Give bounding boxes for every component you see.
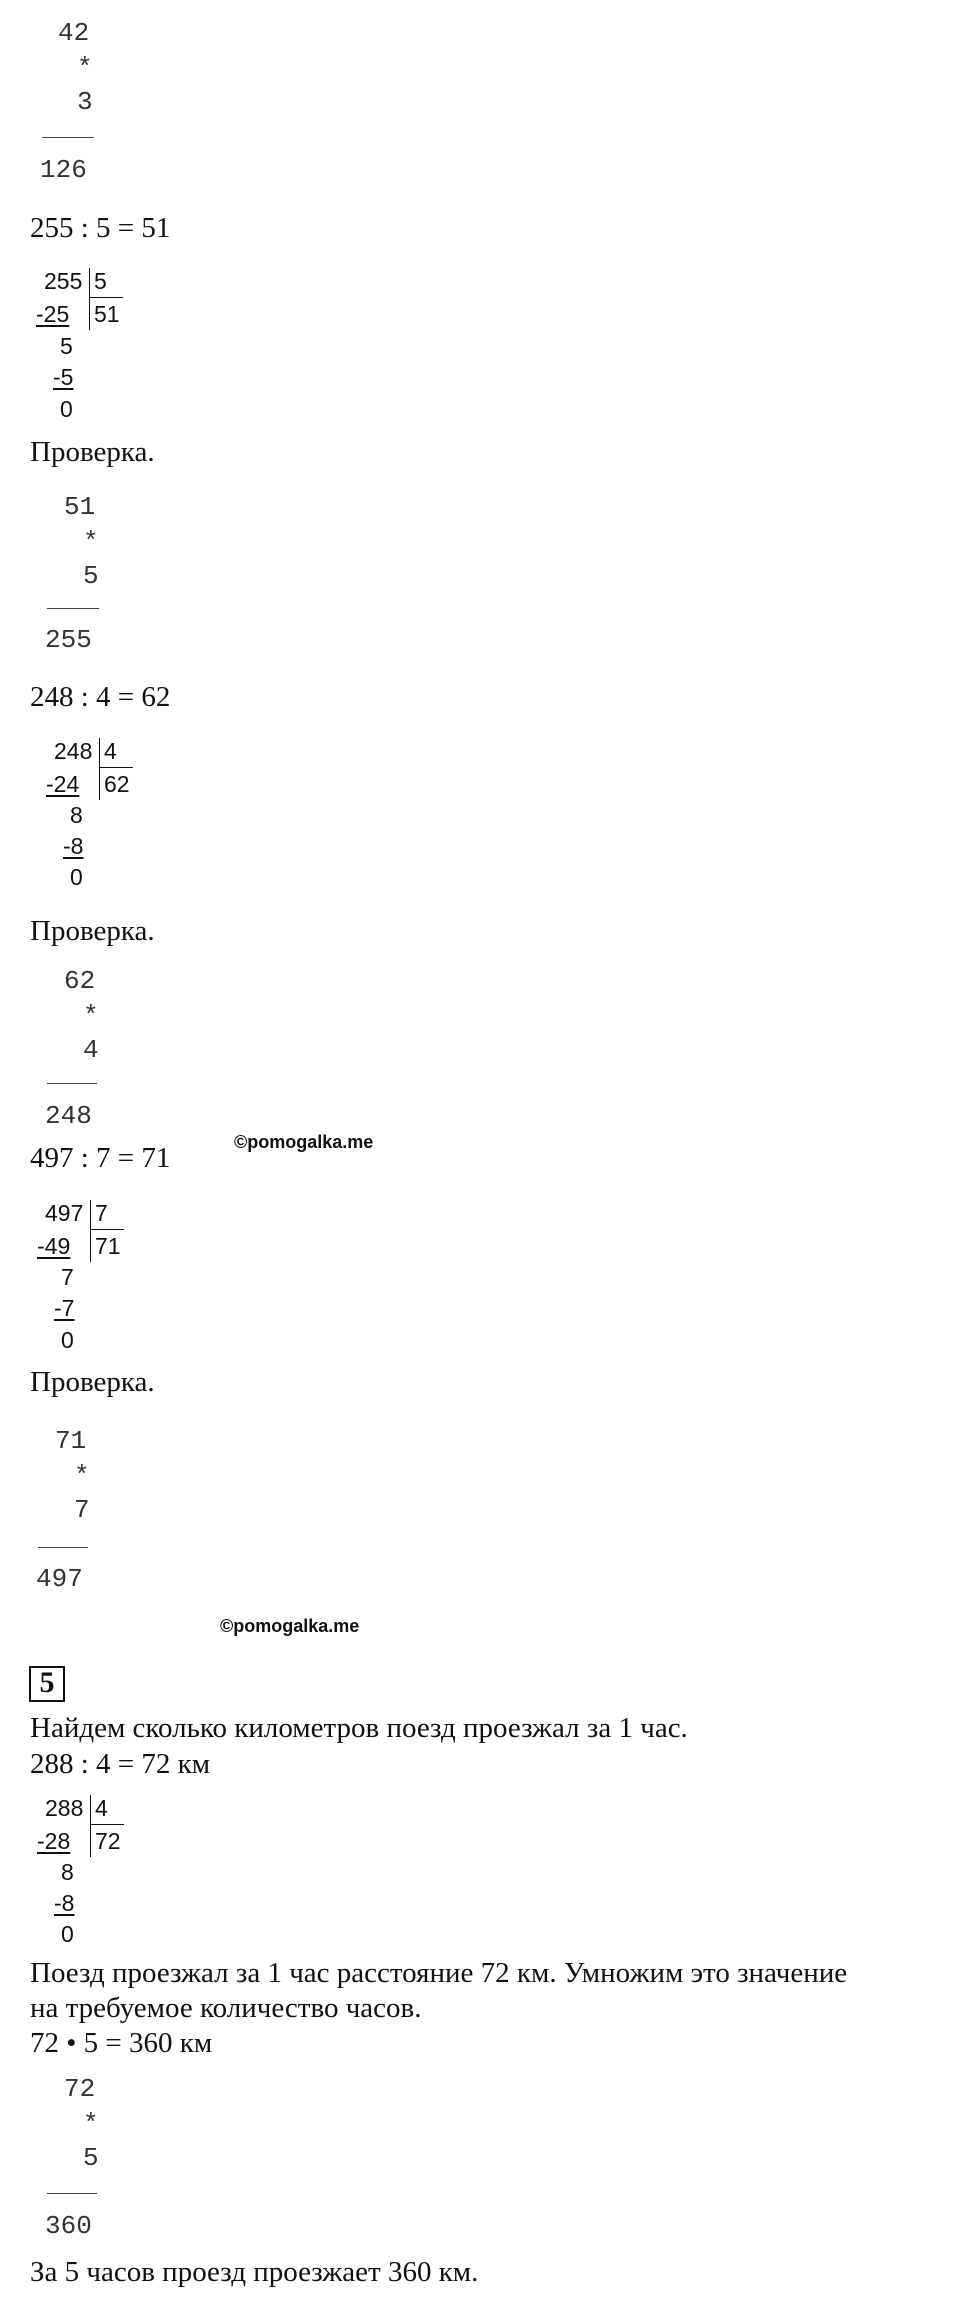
div1-remainder-2: 0: [60, 396, 73, 422]
div1-vertical-bar: [89, 268, 90, 330]
mult4-operator: *: [74, 1461, 90, 1491]
mult2-operator: *: [83, 527, 99, 557]
mult4-operand-a: 71: [55, 1426, 87, 1456]
div3-horizontal-bar: [90, 1229, 124, 1230]
task-number-box: 5: [29, 1666, 65, 1702]
mult4-result: 497: [36, 1564, 83, 1594]
mult2-operand-b: 5: [83, 561, 99, 591]
equation-2: 248 : 4 = 62: [30, 681, 171, 713]
mult4-rule: [38, 1547, 88, 1548]
div2-quotient: 62: [104, 771, 130, 797]
mult4-operand-b: 7: [74, 1495, 90, 1525]
equation-3: 497 : 7 = 71: [30, 1142, 171, 1174]
mult1-rule: [42, 137, 94, 138]
div3-remainder-2: 0: [61, 1327, 74, 1353]
check-label-1: Проверка.: [30, 436, 155, 468]
div4-dividend: 288: [45, 1795, 84, 1821]
mult5-result: 360: [45, 2211, 92, 2241]
equation-5: 72 • 5 = 360 км: [30, 2027, 213, 2059]
task-text-2-line-2: на требуемое количество часов.: [30, 1992, 422, 2024]
div2-horizontal-bar: [99, 767, 133, 768]
mult1-result: 126: [40, 155, 87, 185]
mult5-operand-b: 5: [83, 2143, 99, 2173]
mult5-operator: *: [83, 2109, 99, 2139]
div2-remainder-2: 0: [70, 864, 83, 890]
answer-text: За 5 часов проезд проезжает 360 км.: [30, 2256, 479, 2288]
div4-remainder-1: 8: [61, 1859, 74, 1885]
mult1-operand-b: 3: [77, 87, 93, 117]
div1-divisor: 5: [94, 268, 107, 294]
task-text-1: Найдем сколько километров поезд проезжал за 1 час.: [30, 1712, 688, 1744]
div4-subtract-2: -8: [54, 1890, 75, 1916]
div1-subtract-2: -5: [53, 364, 74, 390]
div3-dividend: 497: [45, 1200, 84, 1226]
mult3-operator: *: [83, 1001, 99, 1031]
mult3-operand-a: 62: [64, 966, 96, 996]
mult2-rule: [47, 608, 99, 609]
watermark-2: ©pomogalka.me: [220, 1616, 360, 1636]
equation-1: 255 : 5 = 51: [30, 212, 171, 244]
mult3-rule: [47, 1083, 97, 1084]
div4-quotient: 72: [95, 1828, 121, 1854]
div3-subtract-1: -49: [37, 1233, 71, 1259]
div1-subtract-1: -25: [36, 301, 70, 327]
div4-remainder-2: 0: [61, 1921, 74, 1947]
div2-divisor: 4: [104, 738, 117, 764]
div1-remainder-1: 5: [60, 333, 73, 359]
div3-divisor: 7: [95, 1200, 108, 1226]
div2-dividend: 248: [54, 738, 93, 764]
mult2-result: 255: [45, 625, 92, 655]
mult5-operand-a: 72: [64, 2074, 96, 2104]
div2-remainder-1: 8: [70, 802, 83, 828]
div3-remainder-1: 7: [61, 1264, 74, 1290]
div4-subtract-1: -28: [37, 1828, 71, 1854]
div4-horizontal-bar: [90, 1824, 124, 1825]
div1-horizontal-bar: [89, 297, 123, 298]
div3-vertical-bar: [90, 1200, 91, 1262]
div4-vertical-bar: [90, 1795, 91, 1857]
div4-divisor: 4: [95, 1795, 108, 1821]
equation-4: 288 : 4 = 72 км: [30, 1748, 211, 1780]
div3-quotient: 71: [95, 1233, 121, 1259]
mult3-result: 248: [45, 1101, 92, 1131]
mult2-operand-a: 51: [64, 492, 96, 522]
check-label-3: Проверка.: [30, 1366, 155, 1398]
mult1-operand-a: 42: [58, 18, 90, 48]
div3-subtract-2: -7: [54, 1295, 75, 1321]
mult5-rule: [47, 2193, 97, 2194]
task-text-2-line-1: Поезд проезжал за 1 час расстояние 72 км. Умножим это значение: [30, 1957, 848, 1989]
div2-subtract-2: -8: [63, 833, 84, 859]
watermark-1: ©pomogalka.me: [234, 1132, 374, 1152]
mult1-operator: *: [77, 53, 93, 83]
div1-quotient: 51: [94, 301, 120, 327]
div2-subtract-1: -24: [46, 771, 80, 797]
mult3-operand-b: 4: [83, 1035, 99, 1065]
div2-vertical-bar: [99, 738, 100, 800]
div1-dividend: 255: [44, 268, 83, 294]
check-label-2: Проверка.: [30, 915, 155, 947]
